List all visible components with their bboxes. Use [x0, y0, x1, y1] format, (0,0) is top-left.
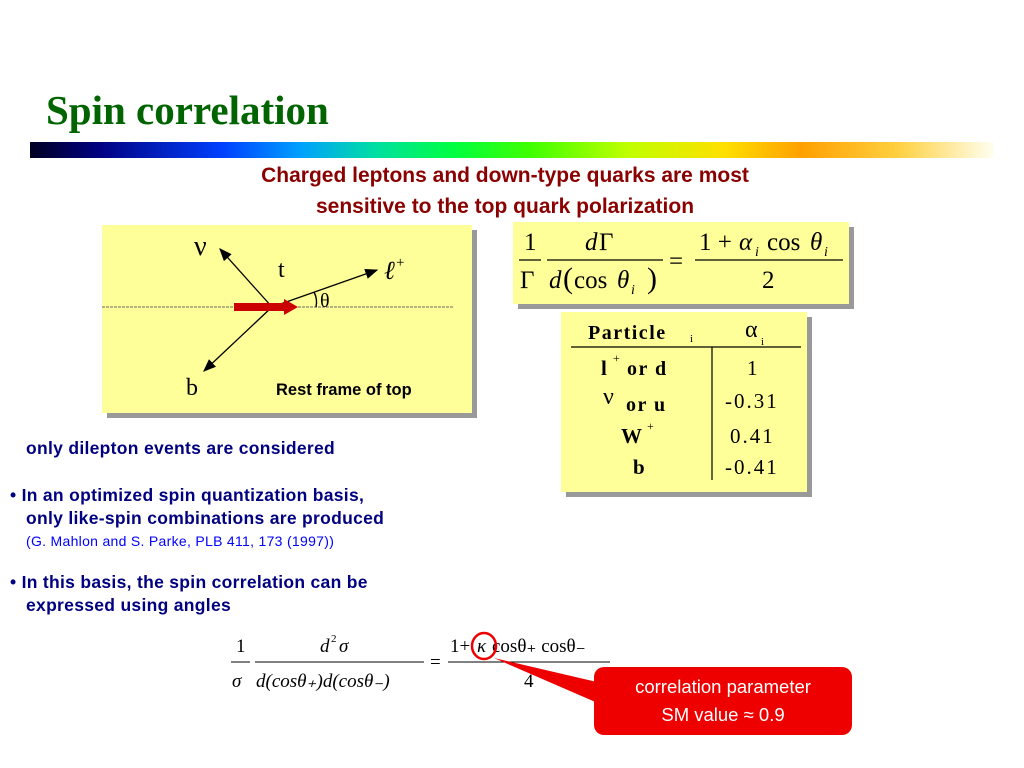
f-dgamma: Γ: [599, 229, 614, 256]
bullet-2-line-2: expressed using angles: [26, 595, 232, 615]
lepton-charge: +: [396, 255, 405, 271]
dilepton-note: only dilepton events are considered: [26, 438, 336, 458]
f-alpha-i: i: [755, 245, 759, 260]
bf-sigma: σ: [232, 671, 242, 692]
row-1-sup: +: [613, 351, 620, 365]
bf-kappa: κ: [477, 636, 487, 657]
f-theta-2: θ: [810, 229, 823, 256]
bf-eq: =: [430, 652, 441, 673]
f-cos: cos: [574, 267, 608, 294]
neutrino-label: ν: [194, 231, 207, 262]
f-theta-i: i: [824, 245, 828, 260]
f-i: i: [631, 283, 635, 298]
row-3-particle: W: [621, 424, 642, 448]
bullet-1-line-2: only like-spin combinations are produced: [26, 508, 385, 528]
f-eq: =: [669, 248, 684, 275]
callout-line-1: correlation parameter: [635, 676, 811, 697]
f-d-den: d: [549, 267, 562, 294]
svg-text:(: (: [563, 262, 573, 295]
bf-dsigma: σ: [339, 636, 349, 657]
th-alpha: α: [745, 317, 758, 343]
f-cos-2: cos: [767, 229, 801, 256]
bf-one: 1: [236, 636, 246, 657]
row-1-particle: l: [601, 356, 607, 380]
svg-text:): ): [647, 262, 657, 295]
lepton-label: ℓ: [384, 256, 395, 285]
bf-four: 4: [524, 671, 534, 692]
f-alpha: α: [739, 229, 753, 256]
f-one: 1: [524, 229, 537, 256]
top-label: t: [278, 257, 285, 283]
row-3-sup: +: [647, 419, 654, 433]
row-4-particle: b: [633, 455, 645, 479]
reference-citation: (G. Mahlon and S. Parke, PLB 411, 173 (1997)): [26, 533, 335, 549]
th-particle: Particle: [588, 322, 667, 344]
row-1-alpha: 1: [747, 356, 758, 380]
row-4-alpha: -0.41: [725, 455, 779, 479]
bf-d: d: [320, 636, 330, 657]
bf-one-plus: 1+: [450, 636, 471, 657]
correlation-parameter-callout: [594, 667, 852, 735]
theta-label: θ: [320, 290, 330, 312]
callout-line-2: SM value ≈ 0.9: [661, 704, 785, 725]
f-gamma: Γ: [520, 267, 535, 294]
bf-denominator: d(cosθ₊)d(cosθ₋): [256, 671, 390, 692]
b-label: b: [186, 375, 198, 401]
th-particle-sub: i: [690, 333, 694, 345]
row-2-alpha: -0.31: [725, 389, 779, 413]
f-d-num: d: [585, 229, 598, 256]
row-1-rest: or d: [627, 358, 668, 380]
headline-line-1: Charged leptons and down-type quarks are most: [261, 164, 749, 187]
headline-line-2: sensitive to the top quark polarization: [315, 195, 695, 218]
f-two: 2: [762, 267, 775, 294]
bf-two: 2: [331, 633, 337, 645]
row-2-particle: ν: [603, 384, 614, 410]
bf-cos-terms: cosθ₊ cosθ₋: [492, 636, 586, 657]
rest-frame-caption: Rest frame of top: [276, 381, 412, 399]
f-theta: θ: [617, 267, 630, 294]
slide-title: Spin correlation: [46, 87, 329, 133]
bullet-2-line-1: • In this basis, the spin correlation can be: [10, 572, 368, 592]
f-one-plus: 1 +: [699, 229, 732, 256]
row-2-rest: or u: [626, 394, 667, 416]
bullet-1-line-1: • In an optimized spin quantization basis,: [10, 485, 365, 505]
row-3-alpha: 0.41: [730, 424, 775, 448]
th-alpha-sub: i: [761, 336, 765, 348]
